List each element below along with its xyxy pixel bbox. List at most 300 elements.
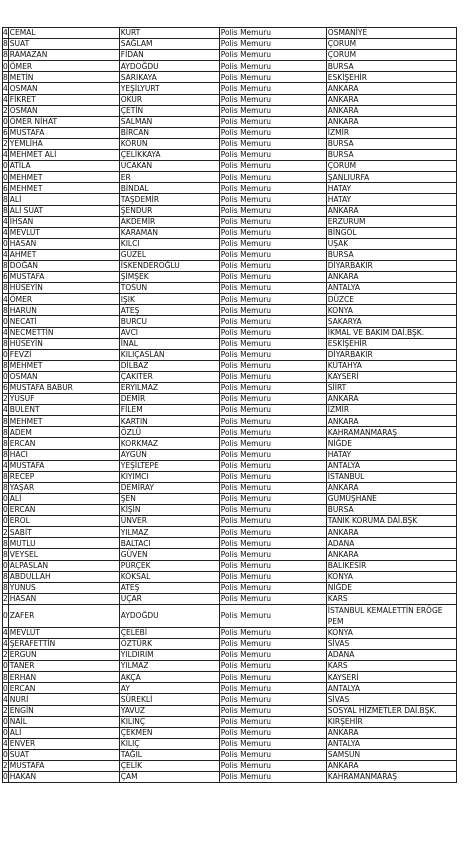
row-code-cell: 8 [3,427,8,437]
table-row [3,371,457,382]
table-row [3,227,457,238]
table-row [3,527,457,538]
unit-cell: ANTALYA [326,738,456,749]
table-row [3,604,457,627]
rank-cell: Polis Memuru [219,482,326,493]
unit-cell: BURSA [326,150,456,161]
table-row [3,493,457,504]
first-name-cell: OSMAN [8,371,119,382]
rank-cell: Polis Memuru [219,105,326,116]
first-name-cell: METİN [8,72,119,83]
surname-cell: YILDIRIM [119,650,219,661]
first-name-cell: ERCAN [8,438,119,449]
rank-cell: Polis Memuru [219,694,326,705]
rank-cell: Polis Memuru [219,427,326,438]
row-code-cell: 8 [3,50,8,60]
unit-cell: KIRŞEHİR [326,716,456,727]
row-code-cell: 4 [3,639,8,649]
row-code-cell: 8 [3,283,8,293]
unit-cell: NİĞDE [326,438,456,449]
unit-cell: İZMİR [326,127,456,138]
table-row [3,405,457,416]
surname-cell: DİLBAZ [119,360,219,371]
row-code-cell: 4 [3,405,8,415]
rank-cell: Polis Memuru [219,661,326,672]
rank-cell: Polis Memuru [219,627,326,638]
surname-cell: SARIKAYA [119,72,219,83]
rank-cell: Polis Memuru [219,716,326,727]
row-code-cell: 4 [3,83,8,93]
surname-cell: ŞİMŞEK [119,272,219,283]
row-code-cell: 0 [3,161,8,171]
rank-cell: Polis Memuru [219,238,326,249]
row-code-cell: 4 [3,28,8,38]
first-name-cell: HÜSEYİN [8,338,119,349]
table-row [3,94,457,105]
table-row [3,61,457,72]
first-name-cell: ATİLA [8,161,119,172]
table-row [3,694,457,705]
surname-cell: TAŞDEMİR [119,194,219,205]
unit-cell: KONYA [326,571,456,582]
rank-cell: Polis Memuru [219,460,326,471]
rank-cell: Polis Memuru [219,416,326,427]
unit-cell: DİYARBAKIR [326,349,456,360]
surname-cell: AYGÜN [119,449,219,460]
rank-cell: Polis Memuru [219,150,326,161]
surname-cell: FİDAN [119,50,219,61]
table-row [3,749,457,760]
row-code-cell: 8 [3,582,8,592]
surname-cell: KILINÇ [119,716,219,727]
first-name-cell: YEMLİHA [8,138,119,149]
first-name-cell: EROL [8,516,119,527]
unit-cell: TANIK KORUMA DAİ.BŞK [326,516,456,527]
row-code-cell: 6 [3,272,8,282]
unit-cell: DİYARBAKIR [326,260,456,271]
unit-cell: ANKARA [326,727,456,738]
surname-cell: KURT [119,28,219,39]
table-row [3,138,457,149]
row-code-cell: 8 [3,305,8,315]
first-name-cell: HASAN [8,593,119,604]
table-row [3,72,457,83]
surname-cell: OKUR [119,94,219,105]
first-name-cell: HACI [8,449,119,460]
surname-cell: YEŞİLTEPE [119,460,219,471]
rank-cell: Polis Memuru [219,83,326,94]
surname-cell: ÇAM [119,772,219,783]
table-row [3,394,457,405]
first-name-cell: YAŞAR [8,482,119,493]
unit-cell: ANKARA [326,549,456,560]
table-row [3,83,457,94]
rank-cell: Polis Memuru [219,260,326,271]
surname-cell: KARTIN [119,416,219,427]
first-name-cell: ERHAN [8,672,119,683]
rank-cell: Polis Memuru [219,349,326,360]
row-code-cell: 0 [3,716,8,726]
rank-cell: Polis Memuru [219,438,326,449]
unit-cell: ANKARA [326,205,456,216]
surname-cell: KÖRÜN [119,138,219,149]
first-name-cell: ALİ [8,194,119,205]
rank-cell: Polis Memuru [219,538,326,549]
row-code-cell: 2 [3,705,8,715]
first-name-cell: DOĞAN [8,260,119,271]
surname-cell: FİLEM [119,405,219,416]
rank-cell: Polis Memuru [219,194,326,205]
row-code-cell: 8 [3,416,8,426]
first-name-cell: HÜSEYİN [8,283,119,294]
first-name-cell: MEHMET [8,416,119,427]
first-name-cell: MUTLU [8,538,119,549]
rank-cell: Polis Memuru [219,205,326,216]
unit-cell: SAKARYA [326,316,456,327]
table-row [3,360,457,371]
unit-cell: OSMANİYE [326,28,456,39]
surname-cell: SÜREKLİ [119,694,219,705]
rank-cell: Polis Memuru [219,672,326,683]
unit-cell: ANKARA [326,416,456,427]
rank-cell: Polis Memuru [219,593,326,604]
unit-cell: BURSA [326,61,456,72]
surname-cell: ERYILMAZ [119,383,219,394]
table-row [3,460,457,471]
rank-cell: Polis Memuru [219,638,326,649]
table-row [3,50,457,61]
unit-cell: ANKARA [326,116,456,127]
unit-cell: ÇORUM [326,50,456,61]
rank-cell: Polis Memuru [219,749,326,760]
surname-cell: KIYIMCI [119,471,219,482]
table-row [3,571,457,582]
table-row [3,294,457,305]
first-name-cell: MEHMET [8,172,119,183]
row-code-cell: 2 [3,139,8,149]
table-row [3,538,457,549]
first-name-cell: MEVLÜT [8,227,119,238]
row-code-cell: 4 [3,294,8,304]
first-name-cell: MEVLÜT [8,627,119,638]
row-code-cell: 0 [3,372,8,382]
first-name-cell: OSMAN [8,83,119,94]
rank-cell: Polis Memuru [219,650,326,661]
unit-cell: SAMSUN [326,749,456,760]
rank-cell: Polis Memuru [219,772,326,783]
surname-cell: PÜRÇEK [119,560,219,571]
row-code-cell: 6 [3,383,8,393]
unit-cell: HATAY [326,183,456,194]
rank-cell: Polis Memuru [219,738,326,749]
table-row [3,549,457,560]
unit-cell: KAHRAMANMARAŞ [326,772,456,783]
table-row [3,661,457,672]
rank-cell: Polis Memuru [219,272,326,283]
first-name-cell: ALİ SUAT [8,205,119,216]
row-code-cell: 8 [3,483,8,493]
rank-cell: Polis Memuru [219,116,326,127]
unit-cell: ADANA [326,650,456,661]
row-code-cell: 0 [3,604,9,627]
first-name-cell: ŞERAFETTİN [8,638,119,649]
first-name-cell: NURİ [8,694,119,705]
rank-cell: Polis Memuru [219,761,326,772]
first-name-cell: ALİ [8,493,119,504]
surname-cell: AY [119,683,219,694]
surname-cell: KARAMAN [119,227,219,238]
surname-cell: AKÇA [119,672,219,683]
row-code-cell: 0 [3,61,8,71]
table-row [3,772,457,783]
surname-cell: İSKENDEROĞLU [119,260,219,271]
row-code-cell: 0 [3,772,8,782]
table-row [3,683,457,694]
table-row [3,249,457,260]
personnel-table [2,27,457,783]
rank-cell: Polis Memuru [219,505,326,516]
rank-cell: Polis Memuru [219,216,326,227]
first-name-cell: YUSUF [8,394,119,405]
surname-cell: BURCU [119,316,219,327]
first-name-cell: ZAFER [8,604,119,627]
first-name-cell: NECMETTİN [8,327,119,338]
first-name-cell: SABİT [8,527,119,538]
first-name-cell: TANER [8,661,119,672]
row-code-cell: 8 [3,72,8,82]
rank-cell: Polis Memuru [219,560,326,571]
row-code-cell: 8 [3,571,8,581]
row-code-cell: 4 [3,216,8,226]
rank-cell: Polis Memuru [219,527,326,538]
row-code-cell: 6 [3,183,8,193]
surname-cell: UÇAR [119,593,219,604]
table-row [3,638,457,649]
rank-cell: Polis Memuru [219,383,326,394]
first-name-cell: ÖMER NİHAT [8,116,119,127]
table-row [3,39,457,50]
first-name-cell: ERCAN [8,683,119,694]
surname-cell: AVCI [119,327,219,338]
table-row [3,172,457,183]
surname-cell: AKDEMİR [119,216,219,227]
unit-cell: ERZURUM [326,216,456,227]
first-name-cell: FEVZİ [8,349,119,360]
surname-cell: ÇELEBİ [119,627,219,638]
unit-cell: ANKARA [326,83,456,94]
unit-cell: KONYA [326,305,456,316]
surname-cell: ATEŞ [119,305,219,316]
row-code-cell: 0 [3,516,8,526]
row-code-cell: 8 [3,672,8,682]
rank-cell: Polis Memuru [219,305,326,316]
first-name-cell: ÖMER [8,294,119,305]
unit-cell: KAHRAMANMARAŞ [326,427,456,438]
table-row [3,338,457,349]
rank-cell: Polis Memuru [219,294,326,305]
rank-cell: Polis Memuru [219,394,326,405]
rank-cell: Polis Memuru [219,50,326,61]
table-row [3,349,457,360]
surname-cell: KÖKSAL [119,571,219,582]
rank-cell: Polis Memuru [219,727,326,738]
row-code-cell: 4 [3,739,8,749]
first-name-cell: ENVER [8,738,119,749]
row-code-cell: 0 [3,316,8,326]
unit-cell: KAYSERİ [326,672,456,683]
surname-cell: SAĞLAM [119,39,219,50]
row-code-cell: 4 [3,150,8,160]
rank-cell: Polis Memuru [219,571,326,582]
table-row [3,28,457,39]
row-code-cell: 0 [3,661,8,671]
surname-cell: UCAKAN [119,161,219,172]
row-code-cell: 8 [3,205,8,215]
rank-cell: Polis Memuru [219,94,326,105]
unit-cell: ESKİŞEHİR [326,338,456,349]
surname-cell: DEMİRAY [119,482,219,493]
surname-cell: YILMAZ [119,661,219,672]
table-row [3,205,457,216]
surname-cell: GÜVEN [119,549,219,560]
unit-cell: KARS [326,661,456,672]
table-row [3,427,457,438]
unit-cell: ÇORUM [326,39,456,50]
unit-cell: GÜMÜŞHANE [326,493,456,504]
rank-cell: Polis Memuru [219,360,326,371]
unit-cell: KARS [326,593,456,604]
unit-cell: İZMİR [326,405,456,416]
first-name-cell: HARUN [8,305,119,316]
unit-cell: ŞANLIURFA [326,172,456,183]
surname-cell: ŞEN [119,493,219,504]
unit-cell: ANTALYA [326,283,456,294]
row-code-cell: 4 [3,227,8,237]
surname-cell: ÇELİKKAYA [119,150,219,161]
row-code-cell: 2 [3,105,8,115]
rank-cell: Polis Memuru [219,28,326,39]
unit-cell: ANKARA [326,105,456,116]
surname-cell: ER [119,172,219,183]
rank-cell: Polis Memuru [219,549,326,560]
row-code-cell: 4 [3,250,8,260]
unit-cell: ANTALYA [326,683,456,694]
table-row [3,593,457,604]
row-code-cell: 0 [3,494,8,504]
unit-cell: KONYA [326,627,456,638]
surname-cell: BİRCAN [119,127,219,138]
row-code-cell: 4 [3,94,8,104]
rank-cell: Polis Memuru [219,683,326,694]
unit-cell: ANKARA [326,482,456,493]
unit-cell: ÇORUM [326,161,456,172]
table-row [3,560,457,571]
table-row [3,194,457,205]
row-code-cell: 0 [3,683,8,693]
row-code-cell: 0 [3,505,8,515]
row-code-cell: 0 [3,350,8,360]
rank-cell: Polis Memuru [219,316,326,327]
unit-cell: İSTANBUL [326,471,456,482]
surname-cell: ÖZTÜRK [119,638,219,649]
surname-cell: AYDOĞDU [119,61,219,72]
row-code-cell: 0 [3,117,8,127]
first-name-cell: ÖMER [8,61,119,72]
table-row [3,727,457,738]
table-row [3,505,457,516]
first-name-cell: MUSTAFA [8,460,119,471]
row-code-cell: 2 [3,527,8,537]
row-code-cell: 8 [3,438,8,448]
first-name-cell: BÜLENT [8,405,119,416]
surname-cell: KILIÇASLAN [119,349,219,360]
row-code-cell: 0 [3,560,8,570]
table-row [3,327,457,338]
first-name-cell: ADEM [8,427,119,438]
table-row [3,438,457,449]
surname-cell: AYDOĞDU [119,604,219,627]
surname-cell: ATEŞ [119,582,219,593]
rank-cell: Polis Memuru [219,327,326,338]
first-name-cell: MEHMET [8,183,119,194]
surname-cell: ÇAKITER [119,371,219,382]
surname-cell: YILMAZ [119,527,219,538]
row-code-cell: 6 [3,128,8,138]
first-name-cell: RECEP [8,471,119,482]
table-row [3,716,457,727]
rank-cell: Polis Memuru [219,449,326,460]
surname-cell: ÇEKMEN [119,727,219,738]
unit-cell: KAYSERİ [326,371,456,382]
row-code-cell: 4 [3,460,8,470]
row-code-cell: 4 [3,327,8,337]
surname-cell: ŞENDUR [119,205,219,216]
surname-cell: ÇELİK [119,761,219,772]
rank-cell: Polis Memuru [219,138,326,149]
table-row [3,150,457,161]
rank-cell: Polis Memuru [219,127,326,138]
unit-cell: BURSA [326,138,456,149]
first-name-cell: ERCAN [8,505,119,516]
unit-cell: SİİRT [326,383,456,394]
surname-cell: İNAL [119,338,219,349]
table-row [3,582,457,593]
rank-cell: Polis Memuru [219,249,326,260]
unit-cell: SİVAS [326,638,456,649]
row-code-cell: 8 [3,194,8,204]
rank-cell: Polis Memuru [219,61,326,72]
surname-cell: TOSUN [119,283,219,294]
unit-cell: ANKARA [326,527,456,538]
surname-cell: GÜZEL [119,249,219,260]
unit-cell: ADANA [326,538,456,549]
unit-cell: ANKARA [326,94,456,105]
surname-cell: BALTACI [119,538,219,549]
row-code-cell: 8 [3,338,8,348]
table-row [3,305,457,316]
first-name-cell: AHMET [8,249,119,260]
unit-cell: BİNGÖL [326,227,456,238]
surname-cell: YEŞİLYURT [119,83,219,94]
rank-cell: Polis Memuru [219,338,326,349]
table-row [3,316,457,327]
rank-cell: Polis Memuru [219,283,326,294]
rank-cell: Polis Memuru [219,39,326,50]
rank-cell: Polis Memuru [219,516,326,527]
rank-cell: Polis Memuru [219,183,326,194]
unit-cell: DÜZCE [326,294,456,305]
row-code-cell: 4 [3,628,8,638]
